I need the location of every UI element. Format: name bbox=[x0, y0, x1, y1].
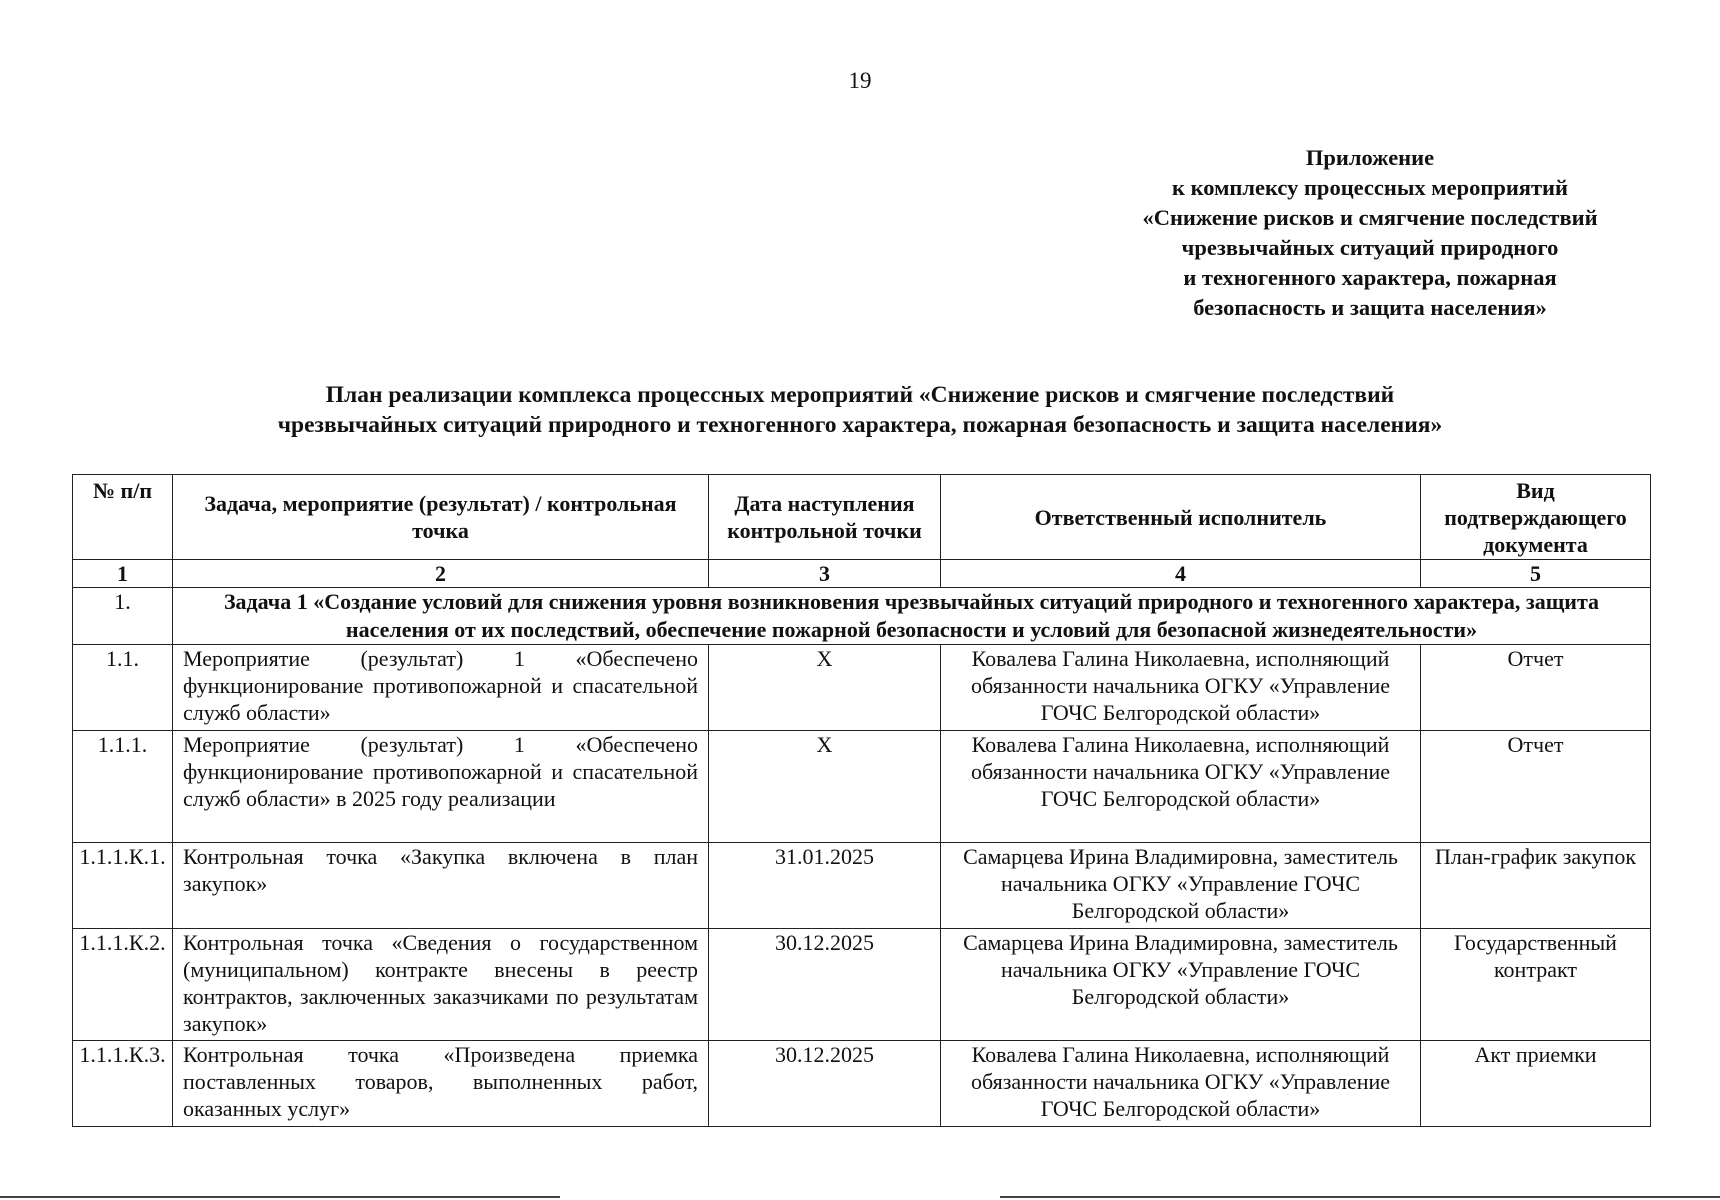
plan-title-line: План реализации комплекса процессных мероприятий «Снижение рисков и смягчение последствий bbox=[325, 382, 1395, 408]
table-row bbox=[73, 645, 1651, 731]
row-executor: Ковалева Галина Николаевна, исполняющий обязанности начальника ОГКУ «Управление ГОЧС Белгородской области» bbox=[941, 645, 1421, 731]
row-doc: Отчет bbox=[1421, 645, 1651, 731]
header-date: Дата наступления контрольной точки bbox=[709, 475, 941, 560]
task-row bbox=[73, 588, 1651, 645]
column-number: 5 bbox=[1421, 560, 1651, 588]
table-row bbox=[73, 843, 1651, 929]
appendix-line: «Снижение рисков и смягчение последствий bbox=[1142, 205, 1598, 230]
row-executor: Ковалева Галина Николаевна, исполняющий обязанности начальника ОГКУ «Управление ГОЧС Белгородской области» bbox=[941, 1041, 1421, 1127]
row-date: Х bbox=[709, 645, 941, 731]
row-num: 1.1. bbox=[73, 645, 173, 731]
appendix-line: и техногенного характера, пожарная bbox=[1183, 265, 1557, 290]
header-executor: Ответственный исполнитель bbox=[941, 475, 1421, 560]
plan-title-line: чрезвычайных ситуаций природного и техногенного характера, пожарная безопасность и защита населения» bbox=[277, 412, 1443, 438]
appendix-line: безопасность и защита населения» bbox=[1193, 295, 1547, 320]
row-desc: Мероприятие (результат) 1 «Обеспечено функционирование противопожарной и спасательной служб области» в 2025 году реализации bbox=[173, 731, 709, 843]
row-executor: Самарцева Ирина Владимировна, заместитель начальника ОГКУ «Управление ГОЧС Белгородской области» bbox=[941, 929, 1421, 1041]
row-num: 1.1.1.К.3. bbox=[73, 1041, 173, 1127]
column-number: 3 bbox=[709, 560, 941, 588]
row-desc: Мероприятие (результат) 1 «Обеспечено функционирование противопожарной и спасательной служб области» bbox=[173, 645, 709, 731]
task-text: Задача 1 «Создание условий для снижения уровня возникновения чрезвычайных ситуаций природного и техногенного характера, защита населения от их последствий, обеспечение пожарной безопасности и условий для безопасной жизнедеятельности» bbox=[173, 588, 1651, 645]
row-doc: План-график закупок bbox=[1421, 843, 1651, 929]
scan-artifact-line bbox=[1000, 1196, 1720, 1198]
column-number: 2 bbox=[173, 560, 709, 588]
row-num: 1.1.1.К.1. bbox=[73, 843, 173, 929]
row-date: 31.01.2025 bbox=[709, 843, 941, 929]
column-number: 1 bbox=[73, 560, 173, 588]
header-num: № п/п bbox=[73, 475, 173, 560]
column-number-row bbox=[73, 560, 1651, 588]
row-doc: Отчет bbox=[1421, 731, 1651, 843]
row-executor: Ковалева Галина Николаевна, исполняющий обязанности начальника ОГКУ «Управление ГОЧС Белгородской области» bbox=[941, 731, 1421, 843]
header-task: Задача, мероприятие (результат) / контрольная точка bbox=[173, 475, 709, 560]
plan-title bbox=[90, 380, 1630, 440]
row-desc: Контрольная точка «Сведения о государственном (муниципальном) контракте внесены в реестр контрактов, заключенных заказчиками по результатам закупок» bbox=[173, 929, 709, 1041]
row-num: 1. bbox=[73, 588, 173, 645]
row-doc: Акт приемки bbox=[1421, 1041, 1651, 1127]
appendix-line: чрезвычайных ситуаций природного bbox=[1181, 235, 1559, 260]
row-desc: Контрольная точка «Закупка включена в план закупок» bbox=[173, 843, 709, 929]
scan-artifact-line bbox=[0, 1196, 560, 1198]
row-date: 30.12.2025 bbox=[709, 1041, 941, 1127]
page-number: 19 bbox=[848, 68, 872, 93]
row-desc: Контрольная точка «Произведена приемка поставленных товаров, выполненных работ, оказанных услуг» bbox=[173, 1041, 709, 1127]
appendix-heading bbox=[1080, 143, 1660, 323]
row-date: Х bbox=[709, 731, 941, 843]
row-num: 1.1.1. bbox=[73, 731, 173, 843]
header-doc: Вид подтверждающего документа bbox=[1421, 475, 1651, 560]
implementation-plan-table bbox=[72, 474, 1651, 1127]
table-row bbox=[73, 1041, 1651, 1127]
table-row bbox=[73, 731, 1651, 843]
column-number: 4 bbox=[941, 560, 1421, 588]
row-executor: Самарцева Ирина Владимировна, заместитель начальника ОГКУ «Управление ГОЧС Белгородской области» bbox=[941, 843, 1421, 929]
table-header-row bbox=[73, 475, 1651, 560]
table-row bbox=[73, 929, 1651, 1041]
appendix-line: Приложение bbox=[1305, 145, 1435, 170]
row-date: 30.12.2025 bbox=[709, 929, 941, 1041]
row-doc: Государственный контракт bbox=[1421, 929, 1651, 1041]
appendix-line: к комплексу процессных мероприятий bbox=[1172, 175, 1568, 200]
row-num: 1.1.1.К.2. bbox=[73, 929, 173, 1041]
